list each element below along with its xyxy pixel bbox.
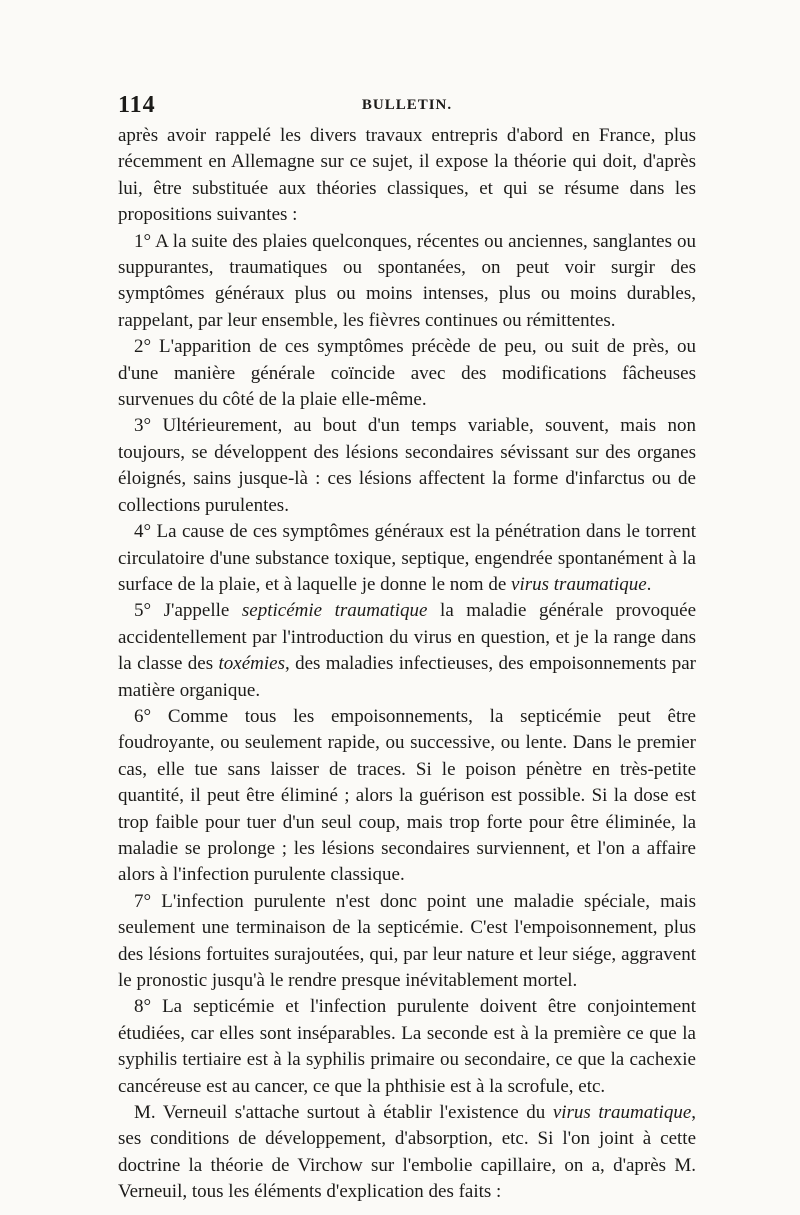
running-title: BULLETIN. xyxy=(361,97,453,113)
proposition-number: 3° xyxy=(134,415,152,437)
proposition-text: La septicémie et l'infection purulente doivent être conjointement étudiées, car elles sont inséparables. La seconde est à la première ce que la syphilis tertiaire est à la syphilis primaire ou secondaire, ce que la cachexie cancéreuse est au cancer, ce que la phthisie est à la scrofule, etc. xyxy=(118,996,696,1097)
page-number: 114 xyxy=(118,92,156,118)
proposition-3 xyxy=(118,413,696,519)
proposition-5 xyxy=(118,598,696,704)
proposition-number: 7° xyxy=(134,890,152,912)
paragraph-text-end: , ses conditions de développement, d'absorption, etc. Si l'on joint à cette doctrine la théorie de Virchow sur l'embolie capillaire, on a, d'après M. Verneuil, tous les éléments d'explication des faits : xyxy=(118,1102,697,1203)
proposition-text: Comme tous les empoisonnements, la septicémie peut être foudroyante, ou seulement rapide, ou successive, ou lente. Dans le premier cas, elle tue sans laisser de traces. Si le poison pénètre en très-petite quantité, il peut être éliminé ; alors la guérison est possible. Si la dose est trop faible pour tuer d'un seul coup, mais trop forte pour être éliminée, la maladie se prolonge ; les lésions secondaires surviennent, et l'on a affaire alors à l'infection purulente classique. xyxy=(118,705,696,886)
proposition-number: 4° xyxy=(134,521,152,543)
proposition-number: 6° xyxy=(134,705,152,727)
proposition-6 xyxy=(118,704,696,889)
italic-term: toxémies xyxy=(218,653,285,675)
proposition-text-end: , des maladies infectieuses, des empoisonnements par matière organique. xyxy=(118,653,697,701)
proposition-1 xyxy=(118,229,696,335)
italic-term: virus traumatique xyxy=(511,573,647,595)
paragraph-verneuil xyxy=(118,1100,696,1206)
proposition-text: Ultérieurement, au bout d'un temps variable, souvent, mais non toujours, se développent des lésions secondaires sévissant sur des organes éloignés, sains jusque-là : ces lésions affectent la forme d'infarctus ou de collections purulentes. xyxy=(118,415,696,516)
proposition-text: A la suite des plaies quelconques, récentes ou anciennes, sanglantes ou suppurantes, traumatiques ou spontanées, on peut voir surgir des symptômes généraux plus ou moins intenses, plus ou moins durables, rappelant, par leur ensemble, les fièvres continues ou rémittentes. xyxy=(118,230,697,331)
proposition-text: L'apparition de ces symptômes précède de peu, ou suit de près, ou d'une manière générale coïncide avec des modifications fâcheuses survenues du côté de la plaie elle-même. xyxy=(118,336,697,411)
proposition-4 xyxy=(118,519,696,598)
proposition-7 xyxy=(118,889,696,995)
page-header xyxy=(118,92,696,122)
paragraph-intro xyxy=(118,123,696,229)
proposition-number: 5° xyxy=(134,600,152,622)
proposition-8 xyxy=(118,994,696,1100)
paragraph-text: après avoir rappelé les divers travaux entrepris d'abord en France, plus récemment en Allemagne sur ce sujet, il expose la théorie qui doit, d'après lui, être substituée aux théories classiques, et qui se résume dans les propositions suivantes : xyxy=(118,125,696,226)
proposition-number: 2° xyxy=(134,336,152,358)
proposition-number: 1° xyxy=(134,230,152,252)
proposition-text: La cause de ces symptômes généraux est la pénétration dans le torrent circulatoire d'une substance toxique, septique, engendrée spontanément à la surface de la plaie, et à laquelle je donne le nom de xyxy=(118,521,697,595)
body-text xyxy=(118,123,696,1206)
proposition-text-end: . xyxy=(646,573,652,595)
proposition-text: la maladie générale provoquée accidentellement par l'introduction du virus en question, et je la range dans la classe des xyxy=(118,600,697,675)
proposition-2 xyxy=(118,334,696,413)
italic-term: septicémie traumatique xyxy=(241,600,428,622)
proposition-text: L'infection purulente n'est donc point une maladie spéciale, mais seulement une terminaison de la septicémie. C'est l'empoisonnement, plus des lésions fortuites surajoutées, qui, par leur nature et leur siége, aggravent le pronostic jusqu'à le rendre presque inévitablement mortel. xyxy=(118,890,697,991)
paragraph-text: M. Verneuil s'attache surtout à établir l'existence du xyxy=(134,1102,546,1124)
italic-term: virus traumatique xyxy=(552,1102,692,1124)
proposition-text: J'appelle xyxy=(163,600,230,622)
proposition-number: 8° xyxy=(134,996,152,1018)
